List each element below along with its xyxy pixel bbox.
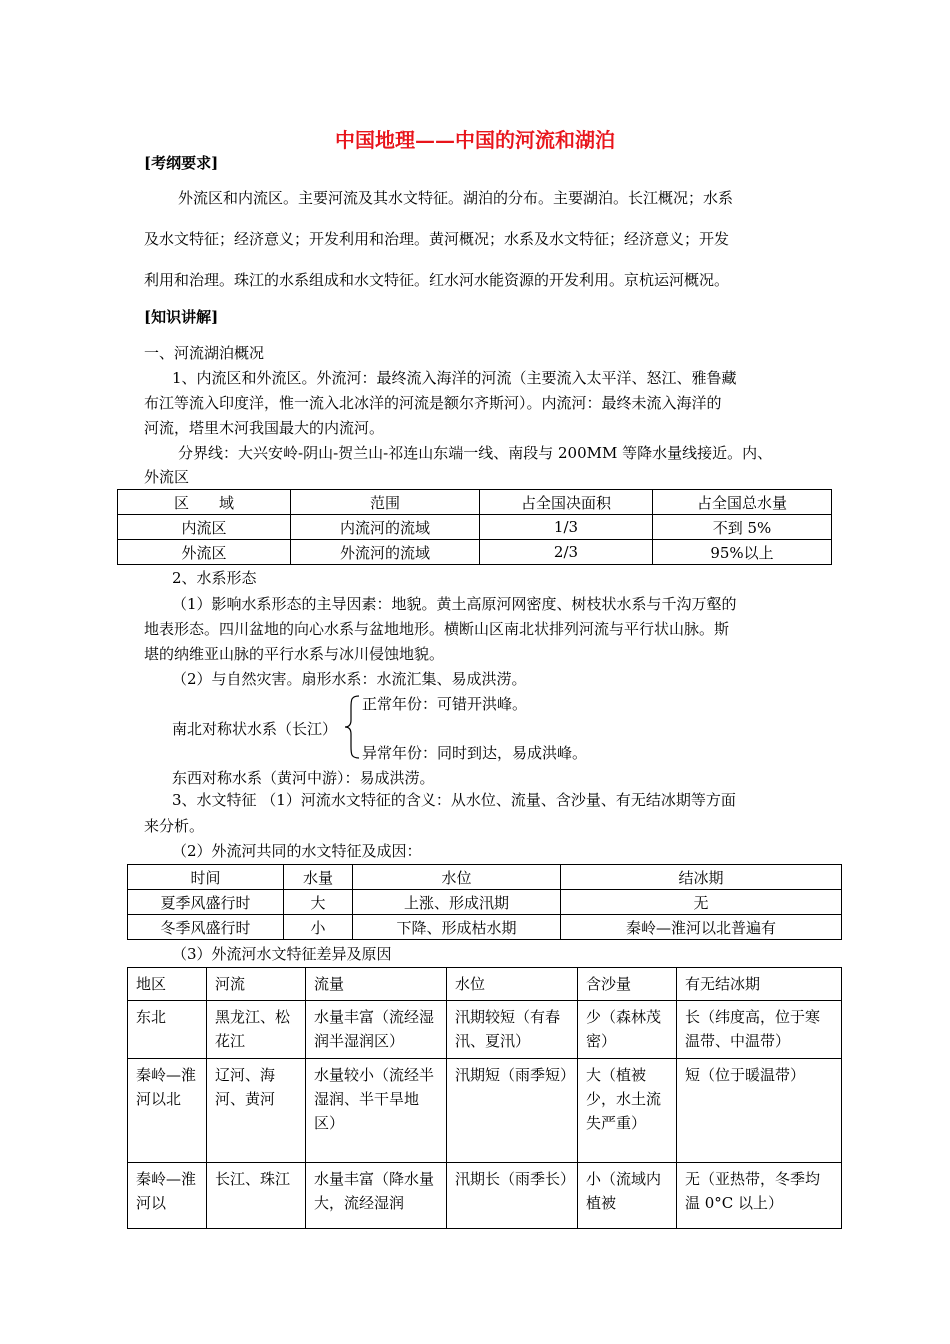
section-2-title: 2、水系形态 xyxy=(172,569,257,587)
section-3-line: （2）外流河共同的水文特征及成因： xyxy=(172,842,422,860)
table-cell: 汛期较短（有春汛、夏汛） xyxy=(447,1001,578,1059)
table-header: 地区 xyxy=(128,968,207,1001)
table-row xyxy=(128,1163,842,1229)
table-cell: 东北 xyxy=(128,1001,207,1059)
table-cell: 外流河的流域 xyxy=(291,540,480,565)
table-cell: 长江、珠江 xyxy=(207,1163,306,1229)
table-header: 有无结冰期 xyxy=(677,968,842,1001)
brace-bottom-text: 异常年份：同时到达，易成洪峰。 xyxy=(362,744,588,762)
section-1-title: 一、河流湖泊概况 xyxy=(144,344,265,362)
table-header: 时间 xyxy=(128,865,284,890)
table-cell: 无 xyxy=(561,890,842,915)
section-2-line: 地表形态。四川盆地的向心水系与盆地地形。横断山区南北状排列河流与平行状山脉。斯 xyxy=(144,620,730,638)
table-header: 水位 xyxy=(353,865,561,890)
table-cell: 大（植被少，水土流失严重） xyxy=(578,1059,677,1163)
table-cell: 汛期长（雨季长） xyxy=(447,1163,578,1229)
page-title: 中国地理——中国的河流和湖泊 xyxy=(335,128,615,152)
knowledge-heading: [知识讲解] xyxy=(144,308,219,326)
table-cell: 外流区 xyxy=(118,540,291,565)
section-1-line: 分界线：大兴安岭-阴山-贺兰山-祁连山东端一线、南段与 200MM 等降水量线接近。内、 xyxy=(178,444,773,462)
table-row xyxy=(128,1001,842,1059)
table-cell: 小 xyxy=(284,915,353,940)
table-header-row xyxy=(128,968,842,1001)
table-header: 占全国决面积 xyxy=(480,490,653,515)
table-cell: 2/3 xyxy=(480,540,653,565)
table-cell: 水量丰富（降水量大，流经湿润 xyxy=(306,1163,447,1229)
table-cell: 汛期短（雨季短） xyxy=(447,1059,578,1163)
table-header: 水位 xyxy=(447,968,578,1001)
table-cell: 无（亚热带，冬季均温 0°C 以上） xyxy=(677,1163,842,1229)
syllabus-line-3: 利用和治理。珠江的水系组成和水文特征。红水河水能资源的开发利用。京杭运河概况。 xyxy=(144,271,730,289)
table-header: 结冰期 xyxy=(561,865,842,890)
table-header: 占全国总水量 xyxy=(653,490,832,515)
table-cell: 不到 5% xyxy=(653,515,832,540)
table-header: 河流 xyxy=(207,968,306,1001)
table-cell: 秦岭—淮河以北普遍有 xyxy=(561,915,842,940)
section-3-line: 来分析。 xyxy=(144,817,205,835)
section-1-line: 河流，塔里木河我国最大的内流河。 xyxy=(144,419,385,437)
table-row xyxy=(128,915,842,940)
differences-table xyxy=(127,967,842,1229)
table-header: 水量 xyxy=(284,865,353,890)
table-cell: 1/3 xyxy=(480,515,653,540)
syllabus-line-2: 及水文特征；经济意义；开发利用和治理。黄河概况；水系及水文特征；经济意义；开发 xyxy=(144,230,730,248)
table-cell: 夏季风盛行时 xyxy=(128,890,284,915)
section-2-line: （2）与自然灾害。扇形水系：水流汇集、易成洪涝。 xyxy=(172,670,527,688)
table-header: 区 域 xyxy=(118,490,291,515)
brace-top-text: 正常年份：可错开洪峰。 xyxy=(362,695,528,713)
table-cell: 内流区 xyxy=(118,515,291,540)
table-cell: 辽河、海河、黄河 xyxy=(207,1059,306,1163)
table-cell: 少（森林茂密） xyxy=(578,1001,677,1059)
table-cell: 大 xyxy=(284,890,353,915)
section-2-line: 堪的纳维亚山脉的平行水系与冰川侵蚀地貌。 xyxy=(144,645,445,663)
section-1-line: 1、内流区和外流区。外流河：最终流入海洋的河流（主要流入太平洋、怒江、雅鲁藏 xyxy=(172,369,737,387)
section-3-sub3: （3）外流河水文特征差异及原因 xyxy=(172,945,392,963)
table-cell: 长（纬度高，位于寒温带、中温带） xyxy=(677,1001,842,1059)
table-row xyxy=(128,1059,842,1163)
table-header: 范围 xyxy=(291,490,480,515)
east-west-line: 东西对称水系（黄河中游）：易成洪涝。 xyxy=(172,769,435,787)
table-header-row xyxy=(128,865,842,890)
table-cell: 短（位于暖温带） xyxy=(677,1059,842,1163)
table-cell: 上涨、形成汛期 xyxy=(353,890,561,915)
table-cell: 冬季风盛行时 xyxy=(128,915,284,940)
section-1-line: 外流区 xyxy=(144,468,190,486)
brace-icon xyxy=(343,694,361,760)
table-cell: 小（流域内植被 xyxy=(578,1163,677,1229)
table-cell: 内流河的流域 xyxy=(291,515,480,540)
table-cell: 水量丰富（流经湿润半湿润区） xyxy=(306,1001,447,1059)
table-row xyxy=(118,515,832,540)
brace-label: 南北对称状水系（长江） xyxy=(172,720,338,738)
table-cell: 下降、形成枯水期 xyxy=(353,915,561,940)
table-header: 流量 xyxy=(306,968,447,1001)
table-row xyxy=(128,890,842,915)
table-header: 含沙量 xyxy=(578,968,677,1001)
table-cell: 秦岭—淮河以 xyxy=(128,1163,207,1229)
table-cell: 黑龙江、松花江 xyxy=(207,1001,306,1059)
table-cell: 95%以上 xyxy=(653,540,832,565)
section-3-line: 3、水文特征 （1）河流水文特征的含义：从水位、流量、含沙量、有无结冰期等方面 xyxy=(172,791,736,809)
table-cell: 水量较小（流经半湿润、半干旱地区） xyxy=(306,1059,447,1163)
inner-outer-table xyxy=(117,489,832,565)
table-cell: 秦岭—淮河以北 xyxy=(128,1059,207,1163)
section-2-line: （1）影响水系形态的主导因素：地貌。黄土高原河网密度、树枝状水系与千沟万壑的 xyxy=(172,595,737,613)
table-row xyxy=(118,540,832,565)
table-header-row xyxy=(118,490,832,515)
common-features-table xyxy=(127,864,842,940)
syllabus-heading: [考纲要求] xyxy=(144,154,219,172)
section-1-line: 布江等流入印度洋，惟一流入北冰洋的河流是额尔齐斯河）。内流河：最终未流入海洋的 xyxy=(144,394,722,412)
syllabus-line-1: 外流区和内流区。主要河流及其水文特征。湖泊的分布。主要湖泊。长江概况；水系 xyxy=(178,189,734,207)
